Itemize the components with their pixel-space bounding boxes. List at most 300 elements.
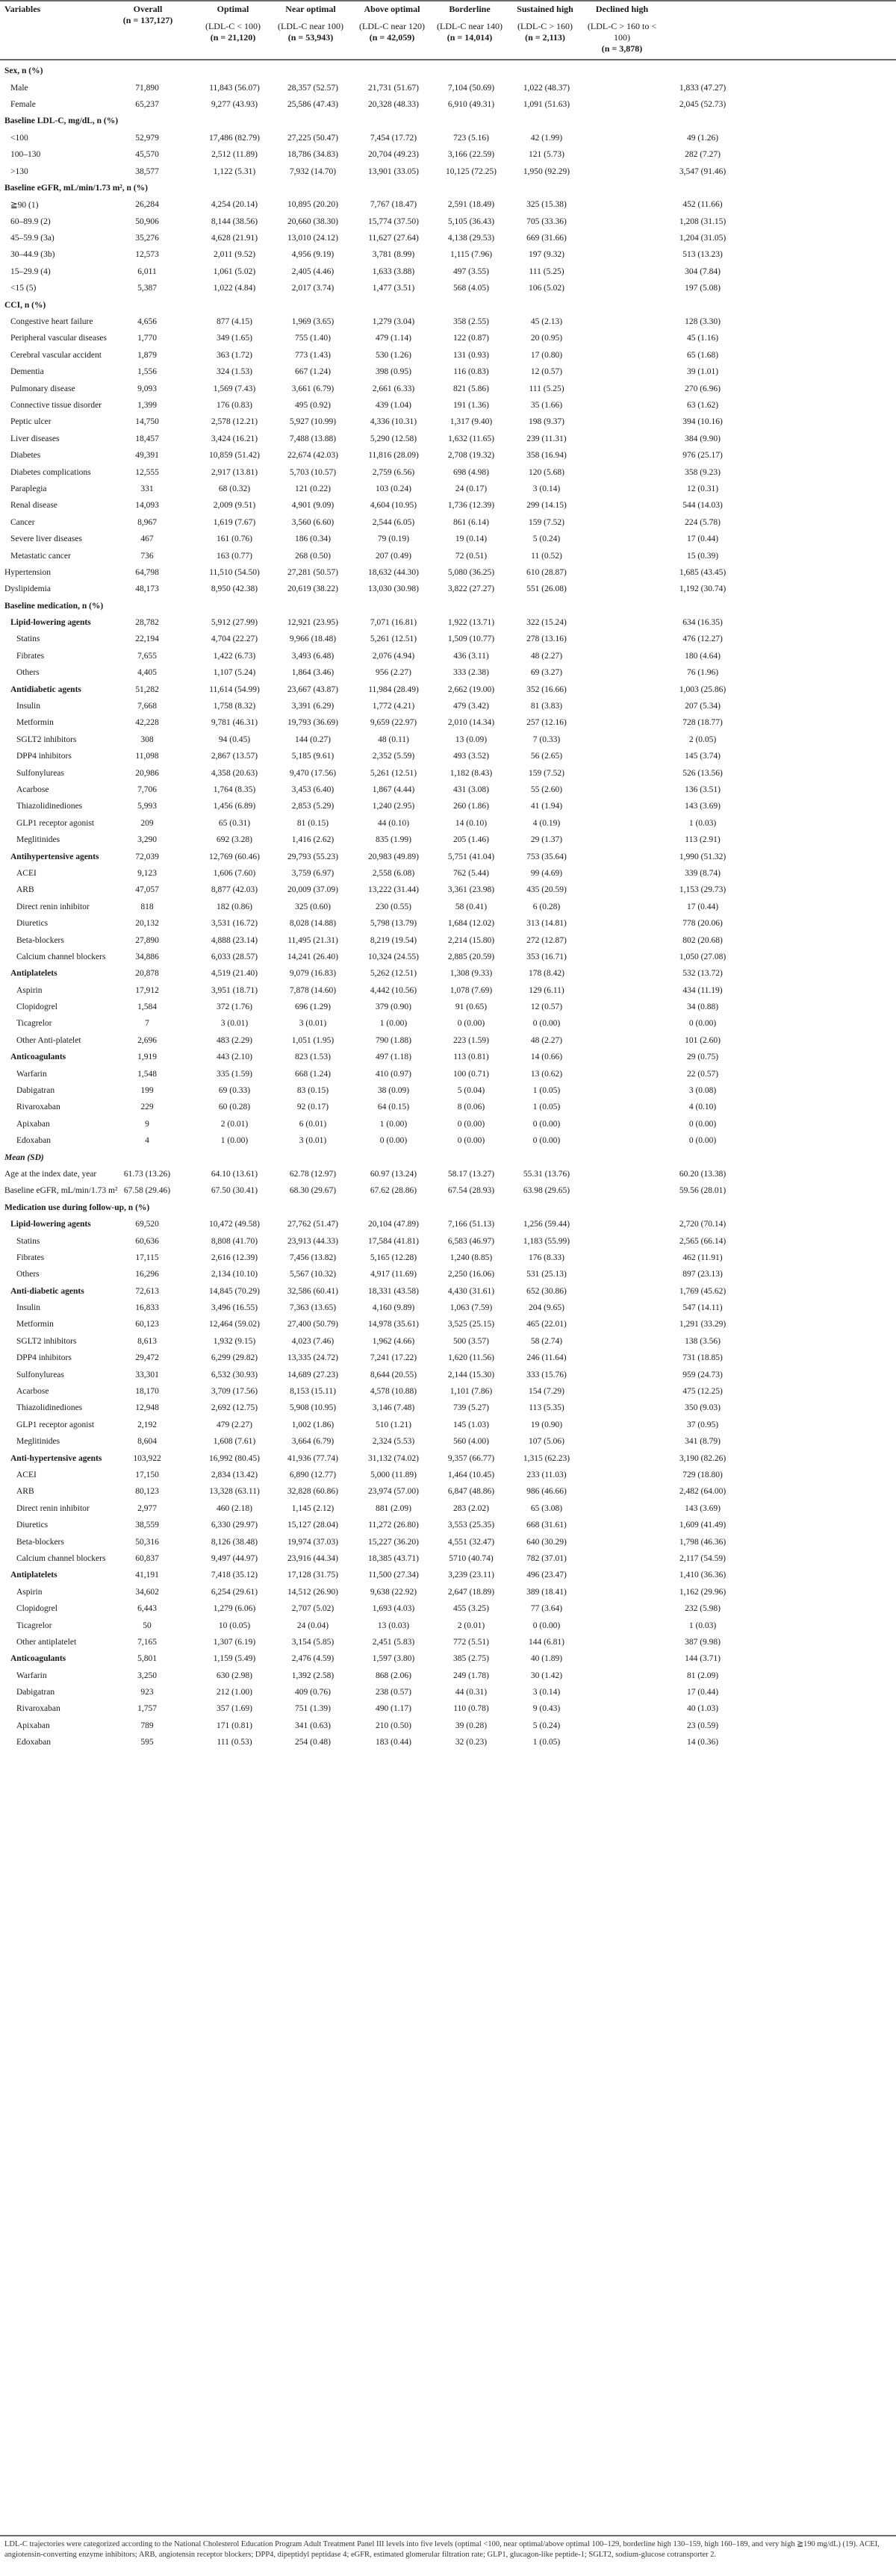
cell-value: 669 (31.66) xyxy=(526,234,567,243)
row-label-text: >130 xyxy=(10,166,28,176)
table-row xyxy=(0,1483,896,1500)
cell-value: 107 (5.06) xyxy=(529,1437,564,1447)
table-row xyxy=(0,364,896,380)
cell-value: 48 (0.11) xyxy=(378,735,409,744)
cell-value: 698 (4.98) xyxy=(453,467,489,477)
cell-value: 3,553 (25.35) xyxy=(447,1521,495,1530)
cell-value: 60,837 xyxy=(135,1553,159,1563)
cell-value: 4,901 (9.09) xyxy=(291,501,335,511)
row-spacer xyxy=(821,481,896,497)
group-header-row xyxy=(0,1216,896,1232)
cell-value: 1,063 (7.59) xyxy=(449,1303,493,1313)
section-header-row xyxy=(0,1149,896,1165)
cell-value: 823 (1.53) xyxy=(295,1052,331,1062)
cell-value: 467 xyxy=(140,534,154,544)
cell-value: 2,558 (6.08) xyxy=(372,868,415,878)
cell-value: 495 (0.92) xyxy=(295,401,331,410)
row-label xyxy=(0,748,97,764)
row-label-text: Dementia xyxy=(10,367,44,377)
row-label-text: Congestive heart failure xyxy=(10,317,93,327)
cell-value: 1,950 (92.29) xyxy=(523,166,570,176)
cell-value: 3,146 (7.48) xyxy=(372,1403,415,1413)
group-header-row xyxy=(0,1049,896,1065)
cell-value: 1,317 (9.40) xyxy=(449,417,493,427)
cell-value: 59.56 (28.01) xyxy=(679,1186,727,1196)
row-spacer xyxy=(821,347,896,364)
cell-value: 121 (0.22) xyxy=(295,484,331,493)
cell-value: 434 (11.19) xyxy=(682,985,723,995)
cell-value: 1,456 (6.89) xyxy=(213,802,256,811)
row-spacer xyxy=(821,899,896,915)
cell-value: 1,758 (8.32) xyxy=(213,702,256,711)
cell-value: 7 xyxy=(145,1019,149,1029)
cell-value: 120 (5.68) xyxy=(529,467,564,477)
table-row xyxy=(0,1015,896,1032)
table-row xyxy=(0,213,896,230)
table-row xyxy=(0,631,896,647)
row-spacer xyxy=(821,1383,896,1400)
row-spacer xyxy=(821,547,896,564)
cell-value: 2,009 (9.51) xyxy=(213,501,256,511)
cell-value: 3 (0.14) xyxy=(532,1688,561,1697)
cell-value: 154 (7.29) xyxy=(529,1387,564,1397)
cell-value: 283 (2.02) xyxy=(453,1503,489,1513)
cell-value: 728 (18.77) xyxy=(682,718,723,728)
cell-value: 0 (0.00) xyxy=(532,1019,561,1029)
cell-value: 8,219 (19.54) xyxy=(370,935,417,945)
cell-value: 3,951 (18.71) xyxy=(211,985,258,995)
cell-value: 2,591 (18.49) xyxy=(447,200,495,210)
cell-value: 65,237 xyxy=(135,99,159,109)
cell-value: 8,877 (42.03) xyxy=(211,885,258,895)
row-label-text: 60–89.9 (2) xyxy=(10,216,51,226)
cell-value: 443 (2.10) xyxy=(217,1052,252,1062)
row-label xyxy=(0,246,97,263)
table-row xyxy=(0,1132,896,1149)
cell-value: 207 (0.49) xyxy=(376,551,411,561)
row-label-text: Antihypertensive agents xyxy=(10,852,99,861)
cell-value: 0 (0.00) xyxy=(457,1119,485,1129)
row-label-text: Female xyxy=(10,99,36,109)
row-label-text: Aspirin xyxy=(16,1587,43,1597)
cell-value: 2,578 (12.21) xyxy=(211,417,258,427)
cell-value: 2,144 (15.30) xyxy=(447,1370,495,1379)
cell-value: 352 (16.66) xyxy=(526,684,567,694)
cell-value: 182 (0.86) xyxy=(217,902,252,911)
row-spacer xyxy=(821,497,896,514)
cell-value: 1,608 (7.61) xyxy=(213,1437,256,1447)
cell-value: 500 (3.57) xyxy=(453,1336,489,1346)
cell-value: 24 (0.17) xyxy=(455,484,488,493)
cell-value: 45,570 xyxy=(135,150,159,160)
cell-value: 436 (3.11) xyxy=(453,651,489,661)
table-row xyxy=(0,280,896,296)
cell-value: 12,948 xyxy=(135,1403,159,1413)
table-row xyxy=(0,547,896,564)
cell-value: 881 (2.09) xyxy=(376,1503,411,1513)
row-label xyxy=(0,1283,97,1300)
cell-value: 2,076 (4.94) xyxy=(372,651,415,661)
table-row xyxy=(0,514,896,531)
cell-value: 42 (1.99) xyxy=(530,133,563,143)
cell-value: 5,105 (36.43) xyxy=(447,216,495,226)
cell-value: 60.97 (13.24) xyxy=(370,1169,417,1179)
cell-value: 249 (1.78) xyxy=(453,1671,489,1680)
row-label-text: Age at the index date, year xyxy=(4,1169,97,1179)
row-label-text: Ticagrelor xyxy=(16,1019,52,1029)
row-label-text: Antiplatelets xyxy=(10,1571,57,1580)
row-label xyxy=(0,631,97,647)
row-spacer xyxy=(821,982,896,998)
cell-value: 497 (1.18) xyxy=(376,1052,411,1062)
cell-value: 1,410 (36.36) xyxy=(679,1571,727,1580)
cell-value: 62.78 (12.97) xyxy=(289,1169,337,1179)
cell-value: 1,962 (4.66) xyxy=(372,1336,415,1346)
row-label-text: Other antiplatelet xyxy=(16,1637,77,1647)
cell-value: 3 (0.08) xyxy=(688,1086,717,1096)
cell-value: 72,613 xyxy=(135,1286,159,1296)
cell-value: 790 (1.88) xyxy=(376,1035,411,1045)
cell-value: 476 (12.27) xyxy=(682,634,723,644)
cell-value: 1,416 (2.62) xyxy=(291,835,335,845)
row-spacer xyxy=(821,1182,896,1199)
cell-value: 357 (1.69) xyxy=(217,1704,252,1714)
row-label xyxy=(0,1232,97,1249)
cell-value: 755 (1.40) xyxy=(295,334,331,343)
cell-value: 705 (33.36) xyxy=(526,216,567,226)
cell-value: 9,079 (16.83) xyxy=(289,969,337,979)
cell-value: 3,496 (16.55) xyxy=(211,1303,258,1313)
cell-value: 1,240 (8.85) xyxy=(449,1253,493,1262)
cell-value: 493 (3.52) xyxy=(453,752,489,761)
row-spacer xyxy=(821,1350,896,1366)
group-header-row xyxy=(0,848,896,864)
table-row xyxy=(0,1584,896,1600)
row-label-text: Edoxaban xyxy=(16,1738,51,1747)
cell-value: 956 (2.27) xyxy=(376,668,411,678)
cell-value: 5,927 (10.99) xyxy=(289,417,337,427)
cell-value: 1,769 (45.62) xyxy=(679,1286,727,1296)
row-label xyxy=(0,63,821,79)
table-row xyxy=(0,1316,896,1332)
cell-value: 103,922 xyxy=(133,1453,161,1463)
cell-value: 58 (2.74) xyxy=(530,1336,563,1346)
table-row xyxy=(0,932,896,948)
row-label xyxy=(0,314,97,330)
table-row xyxy=(0,1182,896,1199)
cell-value: 138 (3.56) xyxy=(685,1336,721,1346)
row-spacer xyxy=(821,1584,896,1600)
cell-value: 282 (7.27) xyxy=(685,150,721,160)
row-spacer xyxy=(821,514,896,531)
cell-value: 496 (23.47) xyxy=(526,1571,567,1580)
row-label-text: GLP1 receptor agonist xyxy=(16,818,95,828)
row-spacer xyxy=(821,1216,896,1232)
row-spacer xyxy=(821,330,896,346)
cell-value: 14 (0.10) xyxy=(455,818,488,828)
cell-value: 198 (9.37) xyxy=(529,417,564,427)
row-label-text: Apixaban xyxy=(16,1119,50,1129)
col-header-above-optimal: Above optimal (LDL-C near 120) (n = 42,059) xyxy=(359,4,425,43)
row-spacer xyxy=(821,882,896,898)
cell-value: 65 (3.08) xyxy=(530,1503,563,1513)
row-spacer xyxy=(821,581,896,597)
cell-value: 183 (0.44) xyxy=(376,1738,411,1747)
cell-value: 13 (0.62) xyxy=(530,1069,563,1079)
cell-value: 22 (0.57) xyxy=(686,1069,719,1079)
cell-value: 551 (26.08) xyxy=(526,584,567,594)
table-row xyxy=(0,1383,896,1400)
cell-value: 2,134 (10.10) xyxy=(211,1270,258,1279)
row-label xyxy=(0,1400,97,1416)
table-row xyxy=(0,431,896,447)
cell-value: 41,191 xyxy=(135,1571,159,1580)
cell-value: 24 (0.04) xyxy=(296,1621,329,1630)
cell-value: 19 (0.14) xyxy=(455,534,488,544)
cell-value: 58 (0.41) xyxy=(455,902,488,911)
table-row xyxy=(0,1634,896,1650)
cell-value: 22,674 (42.03) xyxy=(287,451,339,461)
cell-value: 23,913 (44.33) xyxy=(287,1236,339,1246)
cell-value: 6,330 (29.97) xyxy=(211,1521,258,1530)
cell-value: 2 (0.01) xyxy=(220,1119,249,1129)
cell-value: 1,757 xyxy=(137,1704,157,1714)
cell-value: 63 (1.62) xyxy=(686,401,719,410)
row-spacer xyxy=(821,130,896,146)
cell-value: 26,284 xyxy=(135,200,159,210)
cell-value: 2 (0.05) xyxy=(688,735,717,744)
row-spacer xyxy=(821,1300,896,1316)
cell-value: 1,772 (4.21) xyxy=(372,702,415,711)
row-spacer xyxy=(821,1483,896,1500)
cell-value: 45 (2.13) xyxy=(530,317,563,327)
cell-value: 7,767 (18.47) xyxy=(370,200,417,210)
cell-value: 11,614 (54.99) xyxy=(209,684,260,694)
cell-value: 35,276 xyxy=(135,234,159,243)
cell-value: 113 (5.35) xyxy=(529,1403,564,1413)
row-label-text: ≧90 (1) xyxy=(10,201,39,210)
cell-value: 8,644 (20.55) xyxy=(370,1370,417,1379)
cell-value: 23,916 (44.34) xyxy=(287,1553,339,1563)
row-label xyxy=(0,1015,97,1032)
cell-value: 299 (14.15) xyxy=(526,501,567,511)
cell-value: 205 (1.46) xyxy=(453,835,489,845)
table-row xyxy=(0,1517,896,1533)
cell-value: 358 (2.55) xyxy=(453,317,489,327)
table-row xyxy=(0,347,896,364)
row-spacer xyxy=(821,1718,896,1734)
cell-value: 34,886 xyxy=(135,952,159,961)
table-footnote: LDL-C trajectories were categorized according to the National Cholesterol Education Program Adult Treatment Panel III levels into five levels (optimal <100, near optimal/above optimal 100–129, borderline high 130–159, high 160–189, and very high ≧190 mg/dL) (19). ACEI, angiotensin-converting enzyme inhibitors; ARB, angiotensin receptor blockers; DPP4, dipeptidyl peptidase 4; eGFR, estimated glomerular filtration rate; GLP1, glucagon-like peptide-1; SGLT2, sodium-glucose cotransporter 2. xyxy=(4,2540,880,2559)
cell-value: 18,170 xyxy=(135,1387,159,1397)
cell-value: 30 (1.42) xyxy=(530,1671,563,1680)
table-row xyxy=(0,1366,896,1382)
row-label-text: Rivaroxaban xyxy=(16,1103,60,1112)
cell-value: 510 (1.21) xyxy=(376,1420,411,1429)
cell-value: 8,967 xyxy=(137,517,157,527)
row-label-text: Beta-blockers xyxy=(16,935,64,945)
row-spacer xyxy=(821,949,896,965)
table-row xyxy=(0,982,896,998)
cell-value: 341 (8.79) xyxy=(685,1437,721,1447)
cell-value: 49,391 xyxy=(135,451,159,461)
cell-value: 16,296 xyxy=(135,1270,159,1279)
cell-value: 2,405 (4.46) xyxy=(291,266,335,276)
cell-value: 2,250 (16.06) xyxy=(447,1270,495,1279)
cell-value: 110 (0.78) xyxy=(453,1704,489,1714)
row-spacer xyxy=(821,1533,896,1550)
row-label-text: Direct renin inhibitor xyxy=(16,902,90,911)
cell-value: 3,166 (22.59) xyxy=(447,150,495,160)
cell-value: 2,917 (13.81) xyxy=(211,467,258,477)
cell-value: 239 (11.31) xyxy=(526,434,567,443)
cell-value: 23,974 (57.00) xyxy=(367,1487,420,1497)
header-rule xyxy=(0,59,896,60)
cell-value: 1,022 (4.84) xyxy=(213,284,256,293)
row-label xyxy=(0,949,106,965)
cell-value: 12,769 (60.46) xyxy=(208,852,261,861)
section-header-row xyxy=(0,180,896,196)
cell-value: 64.10 (13.61) xyxy=(211,1169,258,1179)
cell-value: 3,290 xyxy=(137,835,157,845)
cell-value: 6 (0.28) xyxy=(532,902,561,911)
cell-value: 13,030 (30.98) xyxy=(367,584,420,594)
cell-value: 0 (0.00) xyxy=(457,1019,485,1029)
cell-value: 94 (0.45) xyxy=(218,735,251,744)
cell-value: 7,166 (51.13) xyxy=(447,1220,495,1229)
cell-value: 483 (2.29) xyxy=(217,1035,252,1045)
cell-value: 526 (13.56) xyxy=(682,768,723,778)
table-row xyxy=(0,1266,896,1282)
row-label xyxy=(0,1467,97,1483)
cell-value: 640 (30.29) xyxy=(526,1537,567,1547)
cell-value: 232 (5.98) xyxy=(685,1604,721,1614)
cell-value: 81 (3.83) xyxy=(530,702,563,711)
cell-value: 2,867 (13.57) xyxy=(211,752,258,761)
cell-value: 1,606 (7.60) xyxy=(213,868,256,878)
cell-value: 1,204 (31.05) xyxy=(679,234,727,243)
row-spacer xyxy=(821,146,896,163)
row-spacer xyxy=(821,1450,896,1466)
row-spacer xyxy=(821,865,896,882)
row-label-text: Metformin xyxy=(16,1320,54,1329)
cell-value: 229 xyxy=(140,1103,154,1112)
cell-value: 2,853 (5.29) xyxy=(291,802,335,811)
cell-value: 818 xyxy=(140,902,154,911)
row-label xyxy=(0,347,102,364)
cell-value: 2,192 xyxy=(137,1420,157,1429)
cell-value: 60 (0.28) xyxy=(218,1103,251,1112)
row-label xyxy=(0,614,97,631)
cell-value: 52,979 xyxy=(135,133,159,143)
cell-value: 630 (2.98) xyxy=(217,1671,252,1680)
cell-value: 4,917 (11.69) xyxy=(370,1270,417,1279)
cell-value: 13,010 (24.12) xyxy=(287,234,339,243)
row-label xyxy=(0,1366,97,1382)
row-label-text: Diuretics xyxy=(16,1521,49,1530)
cell-value: 2,834 (13.42) xyxy=(211,1471,258,1479)
cell-value: 55.31 (13.76) xyxy=(523,1169,570,1179)
cell-value: 9,781 (46.31) xyxy=(211,718,258,728)
cell-value: 773 (1.43) xyxy=(295,350,331,360)
cell-value: 80,123 xyxy=(135,1487,159,1497)
row-spacer xyxy=(821,748,896,764)
row-label xyxy=(0,397,102,414)
cell-value: 224 (5.78) xyxy=(685,517,721,527)
cell-value: 15,774 (37.50) xyxy=(367,216,420,226)
cell-value: 7,488 (13.88) xyxy=(289,434,337,443)
cell-value: 0 (0.00) xyxy=(379,1136,408,1146)
row-label-text: Peptic ulcer xyxy=(10,417,52,427)
col-header-declined-high: Declined high (LDL-C > 160 to < 100) (n = 3,878) xyxy=(587,4,657,54)
cell-value: 5 (0.24) xyxy=(532,534,561,544)
cell-value: 11,500 (27.34) xyxy=(368,1571,419,1580)
row-label xyxy=(0,1216,97,1232)
cell-value: 2,720 (70.14) xyxy=(679,1220,727,1229)
cell-value: 25,586 (47.43) xyxy=(287,99,339,109)
row-label-text: Dabigatran xyxy=(16,1688,55,1697)
cell-value: 9 (0.43) xyxy=(532,1704,561,1714)
cell-value: 67.50 (30.41) xyxy=(211,1186,258,1196)
table-row xyxy=(0,1617,896,1633)
row-spacer xyxy=(821,1734,896,1750)
cell-value: 4,628 (21.91) xyxy=(211,234,258,243)
row-label-text: Metformin xyxy=(16,718,54,728)
row-spacer xyxy=(821,79,896,96)
row-spacer xyxy=(821,1049,896,1065)
cell-value: 2 (0.01) xyxy=(457,1621,485,1630)
cell-value: 197 (9.32) xyxy=(529,250,564,260)
cell-value: 1,022 (48.37) xyxy=(523,83,570,93)
cell-value: 986 (46.66) xyxy=(526,1487,567,1497)
section-header-row xyxy=(0,296,896,313)
row-spacer xyxy=(821,1082,896,1099)
cell-value: 1,597 (3.80) xyxy=(372,1654,415,1664)
row-label-text: Warfarin xyxy=(16,1069,47,1079)
cell-value: 42,228 xyxy=(135,718,159,728)
cell-value: 20,878 xyxy=(135,969,159,979)
cell-value: 145 (1.03) xyxy=(453,1420,489,1429)
cell-value: 1,291 (33.29) xyxy=(679,1320,727,1329)
cell-value: 20,619 (38.22) xyxy=(287,584,339,594)
cell-value: 17 (0.44) xyxy=(686,902,719,911)
cell-value: 8,153 (15.11) xyxy=(290,1387,336,1397)
cell-value: 111 (5.25) xyxy=(529,384,564,393)
cell-value: 6,443 xyxy=(137,1604,157,1614)
cell-value: 122 (0.87) xyxy=(453,334,489,343)
cell-value: 20,009 (37.09) xyxy=(287,885,339,895)
cell-value: 14,512 (26.90) xyxy=(287,1587,339,1597)
cell-value: 595 xyxy=(140,1738,154,1747)
cell-value: 13,328 (63.11) xyxy=(209,1487,260,1497)
cell-value: 1,798 (46.36) xyxy=(679,1537,727,1547)
cell-value: 308 xyxy=(140,735,154,744)
cell-value: 3,661 (6.79) xyxy=(291,384,335,393)
cell-value: 1,684 (12.02) xyxy=(447,919,495,929)
row-spacer xyxy=(821,1567,896,1583)
row-label-text: CCI, n (%) xyxy=(4,300,46,310)
table-row xyxy=(0,564,896,581)
group-header-row xyxy=(0,1450,896,1466)
cell-value: 58.17 (13.27) xyxy=(447,1169,495,1179)
cell-value: 1,569 (7.43) xyxy=(213,384,256,393)
cell-value: 246 (11.64) xyxy=(526,1353,567,1363)
cell-value: 61.73 (13.26) xyxy=(123,1169,171,1179)
row-label xyxy=(0,581,97,597)
cell-value: 4 (0.10) xyxy=(688,1103,717,1112)
cell-value: 5,261 (12.51) xyxy=(370,634,417,644)
row-label-text: Sulfonylureas xyxy=(16,768,64,778)
